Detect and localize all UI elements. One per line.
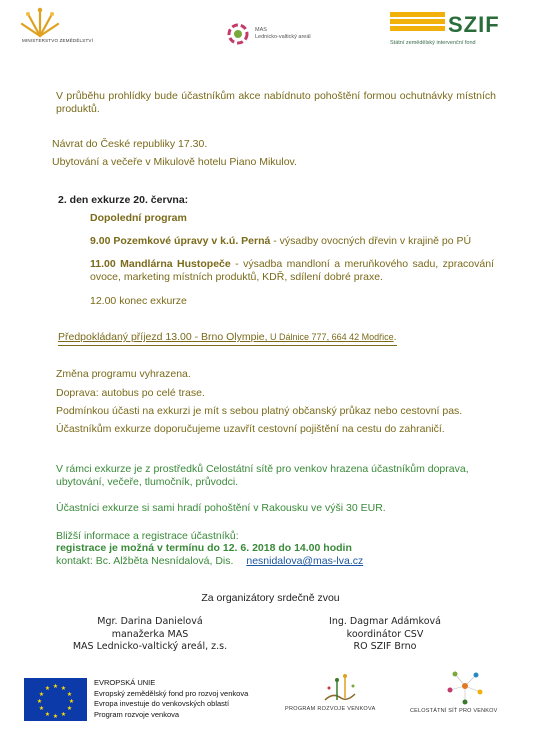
ministry-logo [20,6,130,46]
ministry-label: MINISTERSTVO ZEMĚDĚLSTVÍ [22,38,94,43]
ministry-emblem-icon [20,6,60,38]
prv-landscape-icon [285,672,390,704]
funding-covered: V rámci exkurze je z prostředků Celostátní sítě pro venkov hrazena účastníkům doprava, ubytování, večeře, tlumočník, průvodci. [56,463,469,488]
registration-deadline: registrace je možná v termínu do 12. 6. 2018 do 14.00 hodin [56,542,352,554]
registration-title: Bližší informace a registrace účastníků: [56,530,239,542]
csv-network-icon [410,666,520,708]
signature-left [60,616,240,654]
prv-logo [285,672,390,722]
morning-program-title: Dopolední program [90,212,187,224]
funding-self-paid: Účastníci exkurze si sami hradí pohoštění v Rakousku ve výši 30 EUR. [56,502,386,514]
eu-stars-icon [24,678,87,721]
prv-label: PROGRAM ROZVOJE VENKOVA [285,706,376,712]
transport-note: Doprava: autobus po celé trase. [56,387,205,399]
svg-text:★: ★ [66,691,73,698]
arrival-address: U Dálnice 777, 664 42 Modřice [267,332,394,342]
svg-text:★: ★ [44,711,51,718]
mas-logo-line2: Lednicko-valtický areál [255,34,311,40]
arrival-main: Předpokládaný příjezd 13.00 - Brno Olympie, [58,331,268,343]
csv-logo [410,666,520,722]
eu-flag [24,678,87,721]
program-change-note: Změna programu vyhrazena. [56,368,191,380]
program-item-3: 12.00 konec exkurze [90,295,187,307]
mas-logo-line1: MAS [255,27,267,33]
program-item-1-desc: - výsadby ovocných dřevin v krajině po PÚ [270,235,472,247]
condition-note: Podmínkou účasti na exkurzi je mít s sebou platný občanský průkaz nebo cestovní pas. [56,405,463,417]
contact-name: kontakt: Bc. Alžběta Nesnídalová, Dis. [56,555,234,567]
svg-text:★: ★ [36,698,43,705]
signature-right-name: Ing. Dagmar Adámková [329,616,441,627]
refreshment-paragraph: V průběhu prohlídky bude účastníkům akce nabídnuto pohoštění formou ochutnávky místních produktů. [56,90,496,115]
svg-text:★: ★ [38,705,45,712]
signature-right-org: RO SZIF Brno [353,641,417,652]
szif-subtitle: Státní zemědělský intervenční fond [390,40,476,46]
program-item-2 [90,258,494,284]
csv-label: CELOSTÁTNÍ SÍŤ PRO VENKOV [410,708,498,714]
return-line: Návrat do České republiky 17.30. [52,138,208,150]
szif-logo [390,10,510,50]
eu-line-3: Evropa investuje do venkovských oblastí [94,699,230,708]
program-item-2-desc: - výsadba mandloní a meruňkového sadu, zpracování ovoce, marketing místních produktů, KDŘ, sdílení dobré praxe. [90,258,494,283]
accommodation-line: Ubytování a večeře v Mikulově hotelu Piano Mikulov. [52,156,297,168]
day2-heading: 2. den exkurze 20. června: [58,194,189,206]
eu-line-2: Evropský zemědělský fond pro rozvoj venkova [94,688,249,698]
svg-text:★: ★ [68,698,75,705]
signature-right [300,616,470,654]
program-item-1-time-place: 9.00 Pozemkové úpravy v k.ú. Perná [90,235,271,247]
svg-text:★: ★ [60,685,67,692]
arrival-tail: . [393,331,397,343]
signature-left-org: MAS Lednicko-valtický areál, z.s. [72,641,228,652]
program-item-1 [90,235,500,248]
signature-left-role: manažerka MAS [111,628,189,640]
mas-emblem-icon [225,22,251,46]
svg-text:★: ★ [66,705,73,712]
szif-stripes-icon [390,10,445,36]
svg-text:★: ★ [52,683,59,690]
svg-text:★: ★ [60,711,67,718]
arrival-line [58,331,397,346]
invite-line: Za organizátory srdečně zvou [201,592,340,604]
svg-text:★: ★ [44,685,51,692]
signature-left-name: Mgr. Darina Danielová [97,616,203,627]
szif-title: SZIF [448,12,500,37]
insurance-note: Účastníkům exkurze doporučujeme uzavřít cestovní pojištění na cestu do zahraničí. [56,423,445,435]
svg-text:★: ★ [52,713,59,720]
contact-email-link[interactable]: nesnidalova@mas-lva.cz [246,555,364,567]
registration-contact [56,555,363,568]
eu-line-1: EVROPSKÁ UNIE [94,678,156,687]
signature-right-role: koordinátor CSV [346,628,424,640]
program-item-2-time-place: 11.00 Mandlárna Hustopeče [90,258,231,270]
mas-logo [225,22,335,46]
eu-line-4: Program rozvoje venkova [94,709,180,719]
svg-text:★: ★ [38,691,45,698]
eu-text-block [94,678,248,720]
